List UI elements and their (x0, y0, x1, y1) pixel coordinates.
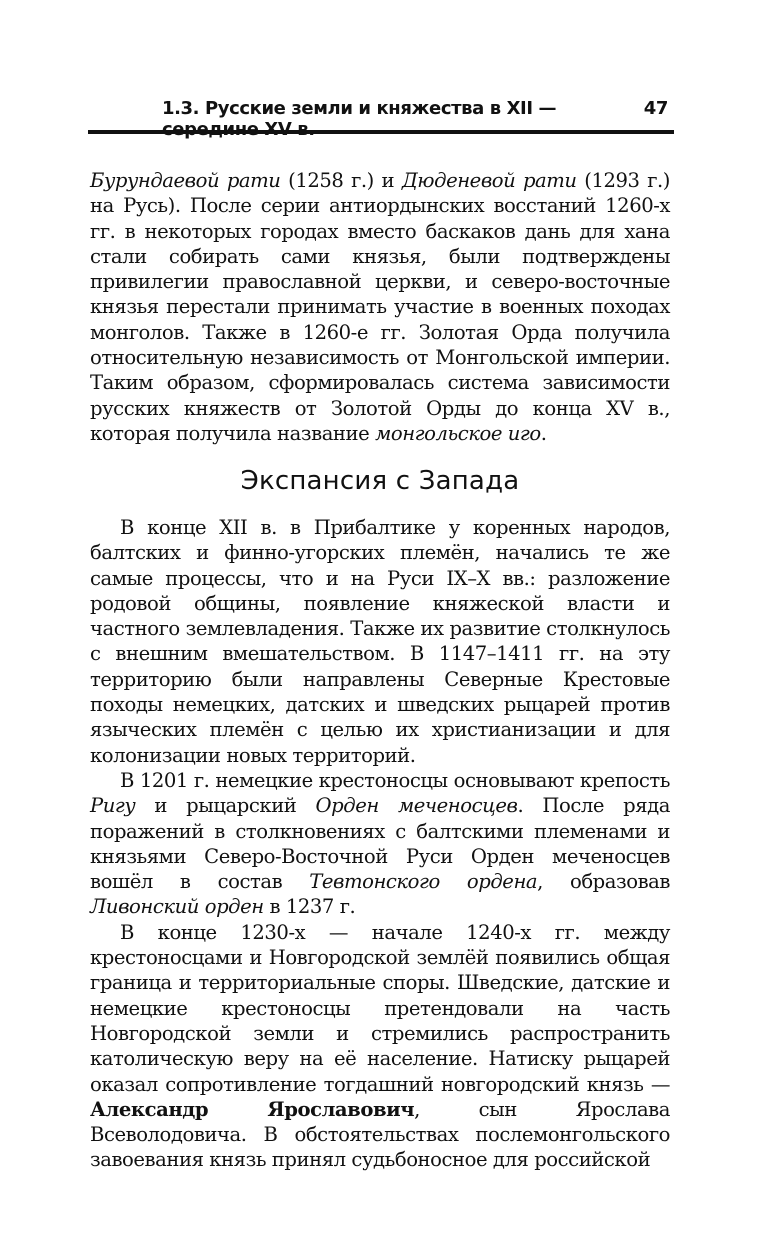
text-run: в 1237 г. (263, 895, 356, 919)
text-run: (1258 г.) и (280, 169, 402, 192)
body-text (90, 515, 670, 1173)
section-heading: Экспансия с Запада (240, 466, 520, 496)
paragraph-4 (90, 920, 670, 1173)
paragraph-1 (90, 168, 670, 446)
text-run: , сын Ярослава Всеволодовича. В обстоятельствах послемонгольского завоевания князь принял судьбоносное для российской (90, 1097, 670, 1172)
text-run: . (540, 421, 547, 445)
text-run: и рыцарский (135, 794, 316, 818)
paragraph-2: В конце XII в. в Прибалтике у коренных народов, балтских и финно-угорских племён, начались те же самые процессы, что и на Руси IX–X вв.: разложение родовой общины, появление княжеской власти и частного землевладения. Также их развитие столкнулось с внешним вмешательством. В 1147–1411 гг. на эту территорию были направлены Северные Крестовые походы немецких, датских и шведских рыцарей против языческих племён с целью их христианизации и для колонизации новых территорий. (90, 516, 670, 767)
page-number: 47 (643, 98, 668, 119)
text-run: . После ряда поражений в столкновениях с балтскими племенами и князьями Северо-Восточной Руси Орден меченосцев вошёл в состав (90, 794, 670, 894)
text-run: , образовав (537, 870, 670, 894)
term-riga: Ригу (90, 794, 136, 818)
term-teutonic-order: Тевтонского ордена (309, 870, 538, 894)
term-dyuden-army: Дюденевой рати (401, 169, 577, 192)
header-rule (88, 130, 674, 134)
paragraph-3 (90, 768, 670, 920)
term-livonian-order: Ливонский орден (90, 895, 264, 919)
term-alexander-yaroslavich: Александр Ярославович (90, 1097, 415, 1121)
text-run: (1293 г.) на Русь). После серии антиордынских восстаний 1260-х гг. в некоторых городах вместо баскаков дань для хана стали собирать сами князья, были подтверждены привилегии православной церкви, и северо-восточные князья перестали принимать участие в военных походах монголов. Также в 1260-е гг. Золотая Орда получила относительную независимость от Монгольской империи. Таким образом, сформировалась система зависимости русских княжеств от Золотой Орды до конца XV в., которая получила название (90, 169, 670, 445)
chapter-title: 1.3. Русские земли и княжества в XII — середине XV в. (162, 98, 557, 140)
term-burundai-army: Бурундаевой рати (90, 169, 281, 192)
text-run: В конце 1230-х — начале 1240-х гг. между крестоносцами и Новгородской землёй появились общая граница и территориальные споры. Шведские, датские и немецкие крестоносцы претендовали на часть Новгородской земли и стремились распространить католическую веру на её население. Натиску рыцарей оказал сопротивление тогдашний новгородский князь — (90, 920, 670, 1096)
term-mongol-yoke: монгольское иго (375, 421, 541, 445)
term-order-of-swordbrothers: Орден меченосцев (315, 794, 518, 818)
text-run: В 1201 г. немецкие крестоносцы основывают крепость (120, 768, 670, 792)
